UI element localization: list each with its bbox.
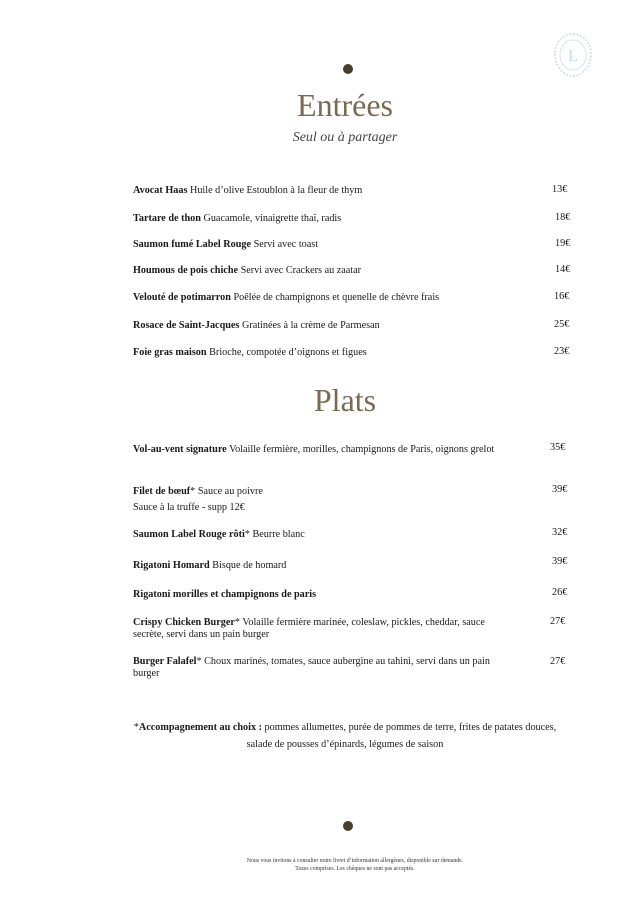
accompaniment-note: *Accompagnement au choix : pommes allumettes, purée de pommes de terre, frites de patates douces, salade de pousses d’épinards, légumes de saison xyxy=(133,722,557,750)
accompaniment-label: Accompagnement au choix : xyxy=(138,722,262,733)
plat-name: Burger Falafel xyxy=(133,656,197,667)
restaurant-logo xyxy=(553,32,593,78)
plat-price: 27€ xyxy=(550,616,566,627)
plat-accompaniment-star: * xyxy=(244,529,250,540)
plat-price: 39€ xyxy=(552,484,568,495)
entree-price: 25€ xyxy=(554,319,570,330)
plat-item xyxy=(133,529,503,541)
footer-allergens: Nous vous invitons à consulter notre livret d’information allergènes, disponible sur demande. xyxy=(246,858,464,864)
plat-item xyxy=(133,444,503,456)
plat-name: Rigatoni Homard xyxy=(133,560,210,571)
entree-name: Saumon fumé Label Rouge xyxy=(133,239,252,250)
entree-name: Foie gras maison xyxy=(133,347,207,358)
plat-name: Crispy Chicken Burger xyxy=(133,617,235,628)
entree-item xyxy=(133,265,553,277)
top-ornament-dot xyxy=(343,64,353,74)
entree-item xyxy=(133,320,553,332)
svg-text:L: L xyxy=(568,48,578,65)
entree-description: Brioche, compotée d’oignons et figues xyxy=(209,347,367,358)
entree-item xyxy=(133,213,553,225)
plat-description: Bisque de homard xyxy=(212,560,287,571)
plat-name: Rigatoni morilles et champignons de paris xyxy=(133,589,317,600)
entree-price: 23€ xyxy=(554,346,570,357)
entree-price: 19€ xyxy=(555,238,571,249)
entree-price: 14€ xyxy=(555,264,571,275)
entree-item xyxy=(133,239,553,251)
plat-item xyxy=(133,589,503,601)
entree-name: Velouté de potimarron xyxy=(133,292,231,303)
entree-name: Avocat Haas xyxy=(133,185,188,196)
footer-taxes: Taxes comprises. Les chèques ne sont pas acceptés. xyxy=(295,866,415,872)
plat-accompaniment-star: * xyxy=(190,486,196,497)
entree-item xyxy=(133,347,553,359)
plat-item xyxy=(133,560,503,572)
entree-name: Tartare de thon xyxy=(133,213,201,224)
plat-price: 26€ xyxy=(552,587,568,598)
plat-supplement: Sauce à la truffe - supp 12€ xyxy=(133,502,245,513)
entree-description: Servi avec Crackers au zaatar xyxy=(240,265,362,276)
plat-price: 32€ xyxy=(552,527,568,538)
entree-price: 13€ xyxy=(552,184,568,195)
entree-description: Huile d’olive Estoublon à la fleur de thym xyxy=(189,185,363,196)
plat-name: Filet de bœuf xyxy=(133,486,191,497)
plat-item xyxy=(133,656,503,680)
plat-price: 39€ xyxy=(552,556,568,567)
plat-description: Sauce au poivre xyxy=(197,486,263,497)
entree-item xyxy=(133,292,553,304)
plats-title: Plats xyxy=(313,382,377,418)
plat-name: Saumon Label Rouge rôti xyxy=(133,529,245,540)
accompaniment-text: pommes allumettes, purée de pommes de terre, frites de patates douces, salade de pousses d’épinards, légumes de saison xyxy=(246,722,557,750)
footer xyxy=(160,857,550,873)
plat-price: 35€ xyxy=(550,442,566,453)
plat-item xyxy=(133,486,503,514)
entree-description: Gratinées à la crème de Parmesan xyxy=(241,320,380,331)
plat-name: Vol-au-vent signature xyxy=(133,444,227,455)
entree-description: Guacamole, vinaigrette thaï, radis xyxy=(203,213,342,224)
entree-price: 18€ xyxy=(555,212,571,223)
entrees-subtitle: Seul ou à partager xyxy=(292,130,398,145)
entree-price: 16€ xyxy=(554,291,570,302)
entrees-title: Entrées xyxy=(297,87,393,123)
entree-description: Servi avec toast xyxy=(253,239,319,250)
entree-name: Rosace de Saint-Jacques xyxy=(133,320,240,331)
entree-name: Houmous de pois chiche xyxy=(133,265,239,276)
entree-item xyxy=(133,185,553,197)
plat-description: Beurre blanc xyxy=(252,529,305,540)
plat-accompaniment-star: * xyxy=(234,617,240,628)
plat-accompaniment-star: * xyxy=(196,656,202,667)
plat-item xyxy=(133,617,503,641)
plat-description: Choux marinés, tomates, sauce aubergine au tahini, servi dans un pain burger xyxy=(133,656,490,679)
entree-description: Poêlée de champignons et quenelle de chèvre frais xyxy=(233,292,440,303)
bottom-ornament-dot xyxy=(343,821,353,831)
plat-description: Volaille fermière marinée, coleslaw, pickles, cheddar, sauce secrète, servi dans un pain burger xyxy=(133,617,485,640)
plat-price: 27€ xyxy=(550,656,566,667)
plat-description: Volaille fermière, morilles, champignons de Paris, oignons grelot xyxy=(229,444,495,455)
